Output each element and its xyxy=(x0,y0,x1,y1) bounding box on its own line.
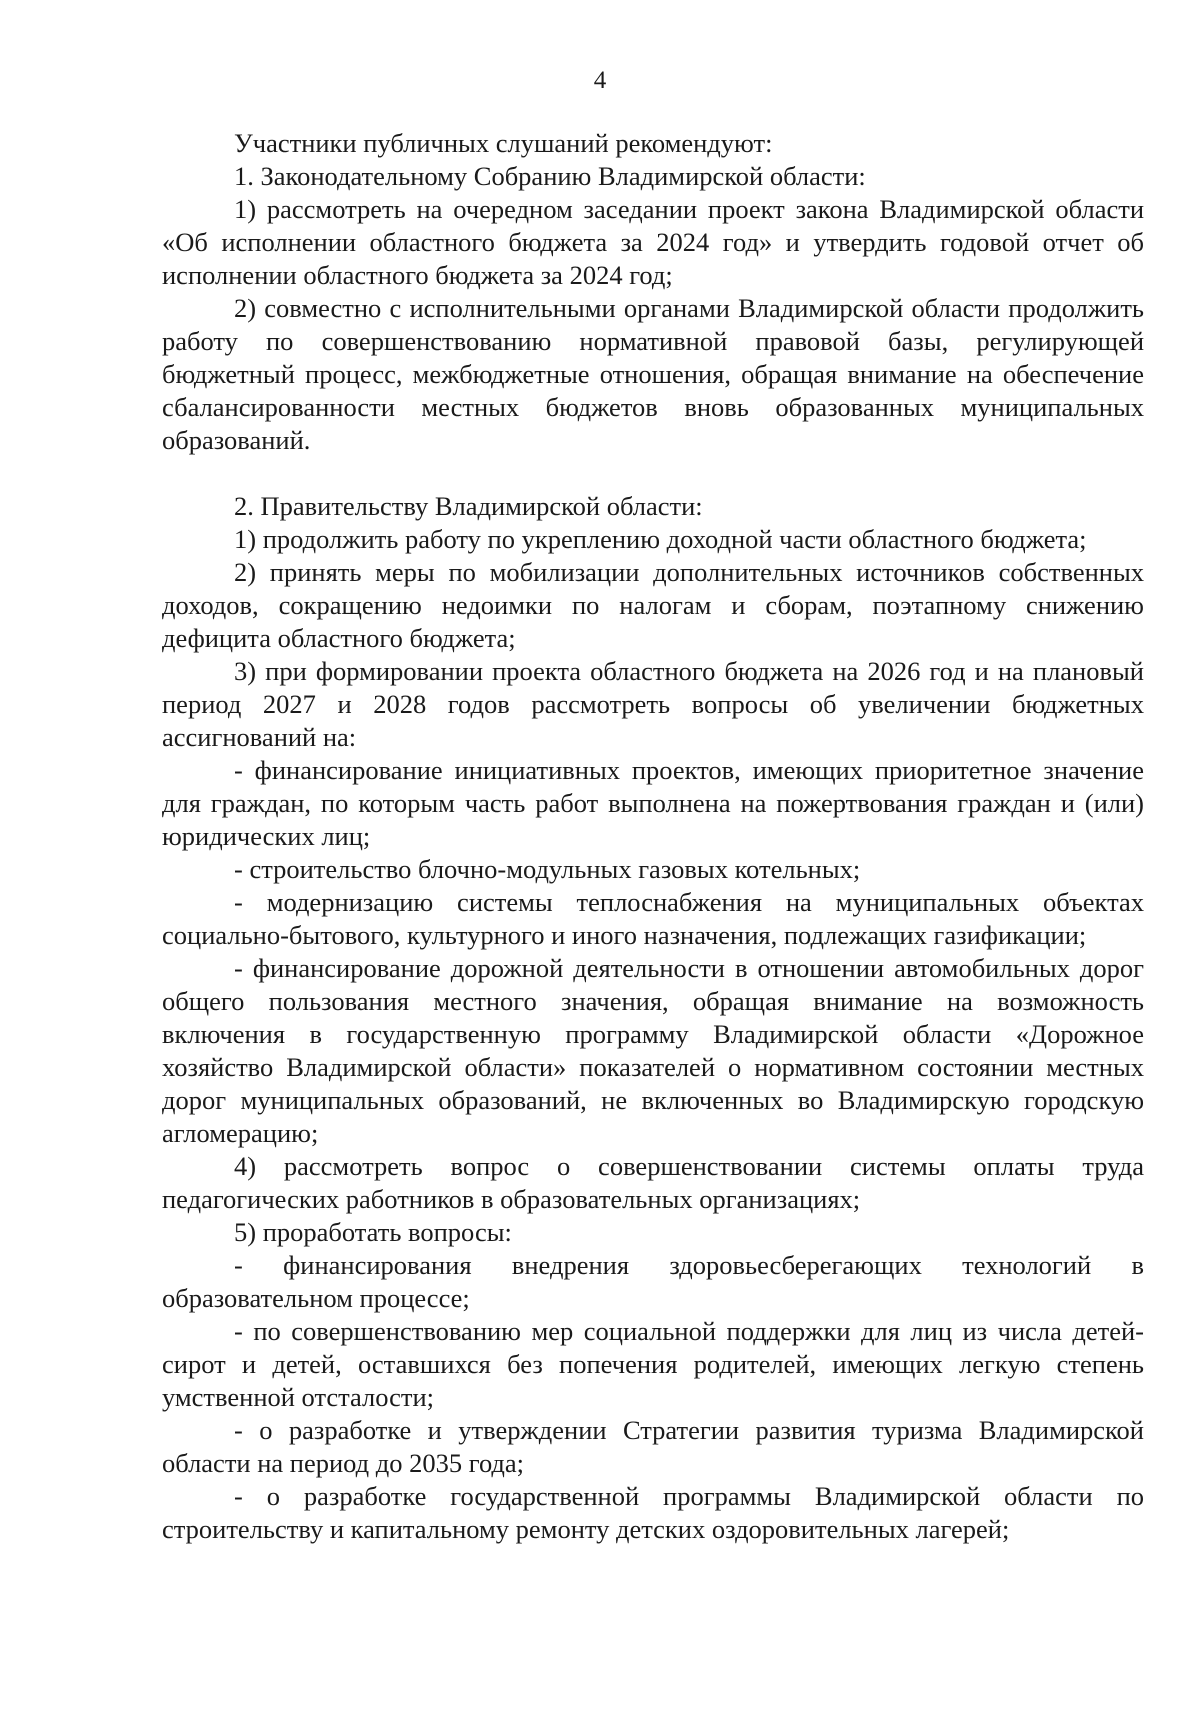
paragraph: 2) принять меры по мобилизации дополнительных источников собственных доходов, сокращению недоимки по налогам и сборам, поэтапному снижению дефицита областного бюджета; xyxy=(162,557,1144,653)
paragraph: 4) рассмотреть вопрос о совершенствовании системы оплаты труда педагогических работников в образовательных организациях; xyxy=(162,1151,1144,1214)
paragraph: 3) при формировании проекта областного бюджета на 2026 год и на плановый период 2027 и 2028 годов рассмотреть вопросы об увеличении бюджетных ассигнований на: xyxy=(162,656,1144,752)
paragraph: Участники публичных слушаний рекомендуют: xyxy=(234,128,773,158)
paragraph: - строительство блочно-модульных газовых котельных; xyxy=(234,854,861,884)
document-body xyxy=(162,127,1144,1546)
paragraph: - о разработке государственной программы Владимирской области по строительству и капитальному ремонту детских оздоровительных лагерей; xyxy=(162,1481,1144,1544)
paragraph: 2) совместно с исполнительными органами Владимирской области продолжить работу по совершенствованию нормативной правовой базы, регулирующей бюджетный процесс, межбюджетные отношения, обращая внимание на обеспечение сбалансированности местных бюджетов вновь образованных муниципальных образований. xyxy=(162,293,1144,455)
paragraph: 5) проработать вопросы: xyxy=(234,1217,512,1247)
paragraph: 1) продолжить работу по укреплению доходной части областного бюджета; xyxy=(234,524,1087,554)
paragraph: 1. Законодательному Собранию Владимирской области: xyxy=(234,161,866,191)
page-number: 4 xyxy=(593,67,607,94)
paragraph: - о разработке и утверждении Стратегии развития туризма Владимирской области на период до 2035 года; xyxy=(162,1415,1144,1478)
paragraph: - модернизацию системы теплоснабжения на муниципальных объектах социально-бытового, культурного и иного назначения, подлежащих газификации; xyxy=(162,887,1144,950)
paragraph: - финансирование инициативных проектов, имеющих приоритетное значение для граждан, по которым часть работ выполнена на пожертвования граждан и (или) юридических лиц; xyxy=(162,755,1144,851)
paragraph: 2. Правительству Владимирской области: xyxy=(234,491,703,521)
paragraph: 1) рассмотреть на очередном заседании проект закона Владимирской области «Об исполнении областного бюджета за 2024 год» и утвердить годовой отчет об исполнении областного бюджета за 2024 год; xyxy=(162,194,1144,290)
paragraph: - по совершенствованию мер социальной поддержки для лиц из числа детей-сирот и детей, оставшихся без попечения родителей, имеющих легкую степень умственной отсталости; xyxy=(162,1316,1144,1412)
paragraph: - финансирование дорожной деятельности в отношении автомобильных дорог общего пользования местного значения, обращая внимание на возможность включения в государственную программу Владимирской области «Дорожное хозяйство Владимирской области» показателей о нормативном состоянии местных дорог муниципальных образований, не включенных во Владимирскую городскую агломерацию; xyxy=(162,953,1144,1148)
paragraph: - финансирования внедрения здоровьесберегающих технологий в образовательном процессе; xyxy=(162,1250,1144,1313)
